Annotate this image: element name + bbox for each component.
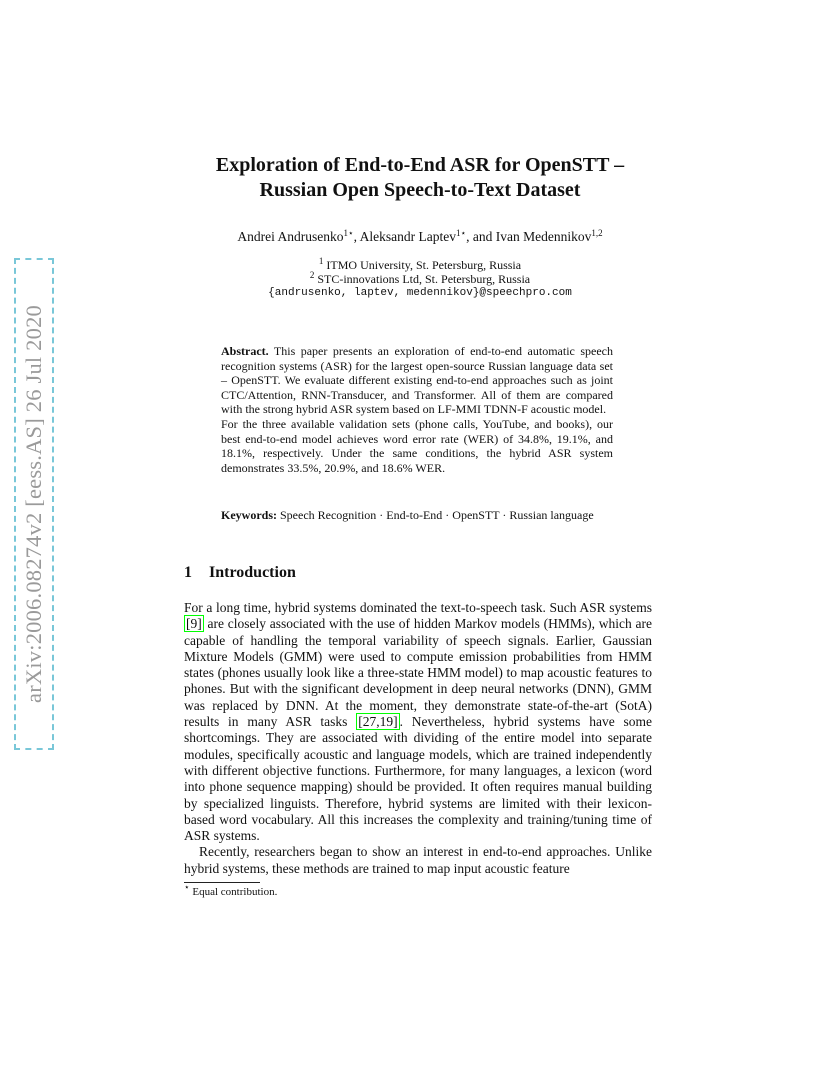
author-3: , and Ivan Medennikov: [466, 229, 592, 244]
arxiv-identifier-stamp: [14, 258, 54, 750]
author-2-affil: 1⋆: [456, 228, 467, 238]
author-2: , Aleksandr Laptev: [353, 229, 456, 244]
body-paragraph-1: [184, 600, 652, 844]
keywords-text: Speech Recognition · End-to-End · OpenSTT · Russian language: [277, 508, 594, 522]
title-line-1: Exploration of End-to-End ASR for OpenSTT –: [215, 154, 625, 176]
abstract: [221, 344, 613, 475]
author-3-affil: 1,2: [591, 228, 603, 238]
section-heading-introduction: [184, 564, 296, 582]
abstract-text-1: This paper presents an exploration of end-to-end automatic speech recognition systems (ASR) for the largest open-source Russian language data set – OpenSTT. We evaluate different existing end-to-end approaches such as joint CTC/Attention, RNN-Transducer, and Transformer. All of them are compared with the strong hybrid ASR system based on LF-MMI TDNN-F acoustic model.: [221, 344, 613, 417]
paper-title: [150, 153, 690, 203]
arxiv-identifier-text: arXiv:2006.08274v2 [eess.AS] 26 Jul 2020: [21, 305, 46, 703]
footnote-mark: ⋆: [184, 882, 190, 892]
keywords: [221, 508, 613, 523]
title-line-2: Russian Open Speech-to-Text Dataset: [259, 179, 581, 201]
affiliation-1: [150, 258, 690, 272]
body-text-1a: For a long time, hybrid systems dominated the text-to-speech task. Such ASR systems: [184, 600, 652, 615]
author-1: Andrei Andrusenko: [237, 229, 344, 244]
author-emails: {andrusenko, laptev, medennikov}@speechpro.com: [268, 287, 572, 299]
author-list: [150, 229, 690, 245]
abstract-paragraph-2: For the three available validation sets (phone calls, YouTube, and books), our best end-to-end model achieves word error rate (WER) of 34.8%, 19.1%, and 18.1%, respectively. Under the same conditions, the hybrid ASR system demonstrates 33.5%, 20.9%, and 18.6% WER.: [221, 416, 613, 475]
affiliation-1-mark: 1: [318, 256, 324, 266]
citation-link[interactable]: [27,19]: [358, 714, 398, 730]
footnote-rule: [184, 882, 260, 883]
section-number: 1: [184, 564, 192, 581]
affiliation-2-text: STC-innovations Ltd, St. Petersburg, Russia: [314, 272, 531, 286]
keywords-label: Keywords:: [221, 508, 277, 522]
abstract-label: Abstract.: [221, 344, 269, 358]
section-title: Introduction: [209, 564, 296, 581]
footnote: [184, 882, 278, 898]
author-1-affil: 1⋆: [343, 228, 354, 238]
affiliation-1-text: ITMO University, St. Petersburg, Russia: [323, 258, 522, 272]
affiliation-2-mark: 2: [309, 270, 315, 280]
introduction-body: [184, 600, 652, 877]
affiliation-2: [150, 272, 690, 286]
body-text-1c: . Nevertheless, hybrid systems have some shortcomings. They are associated with dividing of the entire model into separate modules, specifically acoustic and language models, which are trained independently with different objective functions. Furthermore, for many languages, a lexicon (word into phone sequence mapping) should be provided. It often requires manual building by specialized linguists. Therefore, hybrid systems are limited with their lexicon-based word vocabulary. All this increases the complexity and training/tuning time of ASR systems.: [184, 714, 652, 844]
citation-link[interactable]: [9]: [186, 616, 202, 632]
affiliations: [150, 258, 690, 300]
body-text-1b: are closely associated with the use of hidden Markov models (HMMs), which are capable of handling the temporal variability of speech signals. Earlier, Gaussian Mixture Models (GMM) were used to compute emission probabilities from HMM states (phones usually look like a three-state HMM model) to map acoustic features to phones. But with the significant development in deep neural networks (DNN), GMM was replaced by DNN. At the moment, they demonstrate state-of-the-art (SotA) results in many ASR tasks: [184, 616, 652, 730]
footnote-text: Equal contribution.: [189, 886, 278, 898]
body-paragraph-2: Recently, researchers began to show an interest in end-to-end approaches. Unlike hybrid systems, these methods are trained to map input acoustic feature: [184, 844, 652, 876]
abstract-paragraph-1: [221, 344, 613, 417]
